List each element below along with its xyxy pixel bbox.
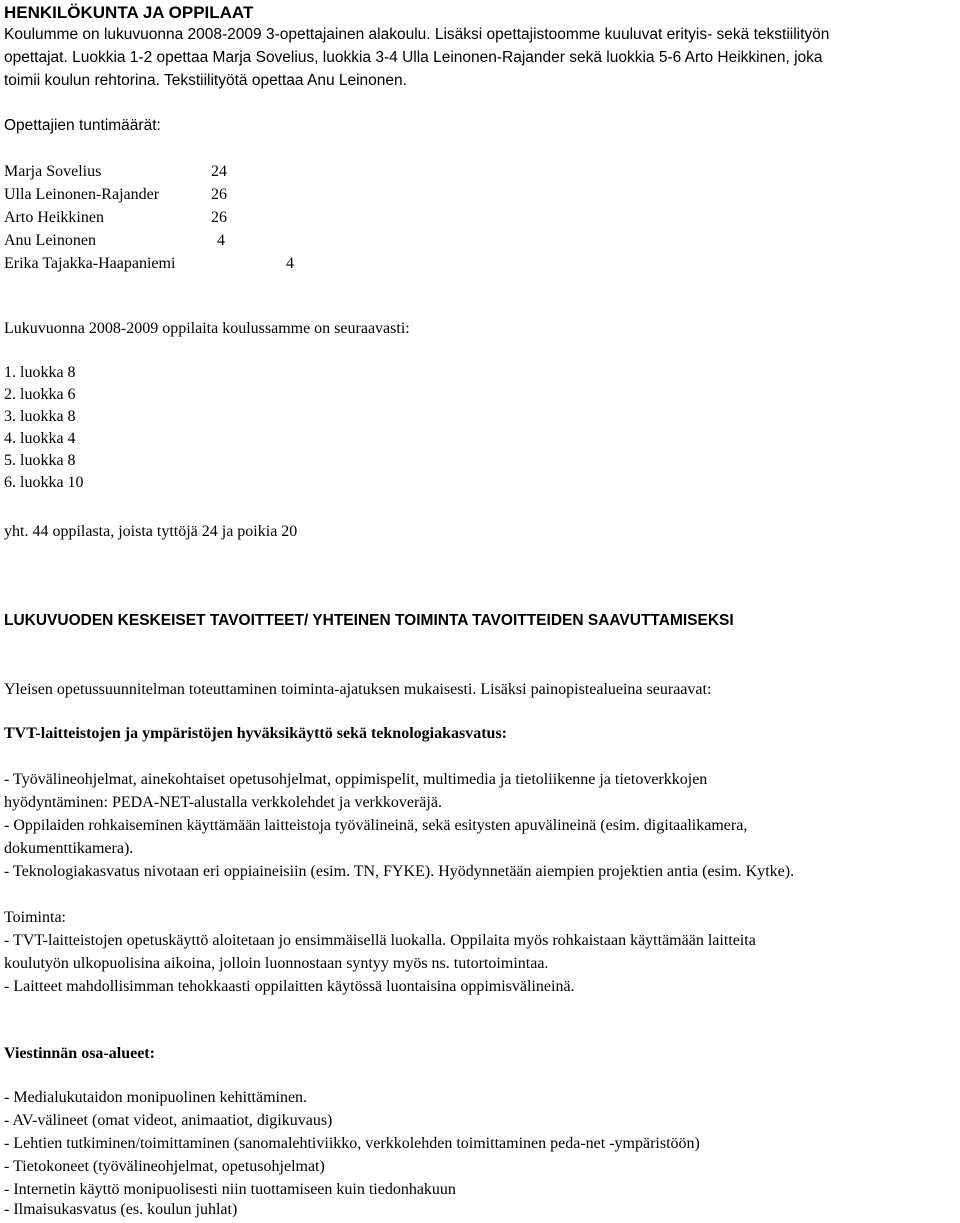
list-item: 4. luokka 4 xyxy=(4,430,76,447)
list-item: - Laitteet mahdollisimman tehokkaasti oppilaitten käytössä luontaisina oppimisvälineinä. xyxy=(4,978,575,995)
toiminta-heading: Toiminta: xyxy=(4,909,66,926)
tvt-heading: TVT-laitteistojen ja ympäristöjen hyväksikäyttö sekä teknologiakasvatus: xyxy=(4,725,507,742)
list-item: 2. luokka 6 xyxy=(4,386,76,403)
page-title: HENKILÖKUNTA JA OPPILAAT xyxy=(4,3,254,22)
intro-line: toimii koulun rehtorina. Tekstiilityötä opettaa Anu Leinonen. xyxy=(4,72,407,89)
teacher-name: Anu Leinonen xyxy=(4,232,96,249)
teacher-name: Marja Sovelius xyxy=(4,163,102,180)
list-item: - Oppilaiden rohkaiseminen käyttämään laitteistoja työvälineinä, sekä esitysten apuvälineinä (esim. digitaalikamera, xyxy=(4,817,748,834)
list-item: 6. luokka 10 xyxy=(4,474,84,491)
intro-line: opettajat. Luokkia 1-2 opettaa Marja Sovelius, luokkia 3-4 Ulla Leinonen-Rajander sekä luokkia 5-6 Arto Heikkinen, joka xyxy=(4,49,823,66)
list-item: - Lehtien tutkiminen/toimittaminen (sanomalehtiviikko, verkkolehden toimittaminen peda-net -ympäristöön) xyxy=(4,1135,700,1152)
communication-heading: Viestinnän osa-alueet: xyxy=(4,1045,155,1062)
list-item: - Ilmaisukasvatus (es. koulun juhlat) xyxy=(4,1201,238,1218)
list-item: - AV-välineet (omat videot, animaatiot, digikuvaus) xyxy=(4,1112,333,1129)
teacher-hours: 26 xyxy=(211,209,227,226)
list-item: - Internetin käyttö monipuolisesti niin tuottamiseen kuin tiedonhakuun xyxy=(4,1181,456,1198)
list-item: - TVT-laitteistojen opetuskäyttö aloitetaan jo ensimmäisellä luokalla. Oppilaita myös rohkaistaan käyttämään laitteita xyxy=(4,932,756,949)
list-item: 5. luokka 8 xyxy=(4,452,76,469)
pupils-total: yht. 44 oppilasta, joista tyttöjä 24 ja poikia 20 xyxy=(4,523,298,540)
teacher-name: Erika Tajakka-Haapaniemi xyxy=(4,255,176,272)
goals-intro: Yleisen opetussuunnitelman toteuttaminen toiminta-ajatuksen mukaisesti. Lisäksi painopistealueina seuraavat: xyxy=(4,681,712,698)
pupils-heading: Lukuvuonna 2008-2009 oppilaita koulussamme on seuraavasti: xyxy=(4,320,410,337)
teacher-hours: 24 xyxy=(211,163,227,180)
list-item: dokumenttikamera). xyxy=(4,840,134,857)
list-item: - Teknologiakasvatus nivotaan eri oppiaineisiin (esim. TN, FYKE). Hyödynnetään aiempien projektien antia (esim. Kytke). xyxy=(4,863,795,880)
list-item: koulutyön ulkopuolisina aikoina, jolloin luonnostaan syntyy myös ns. tutortoimintaa. xyxy=(4,955,549,972)
teachers-heading: Opettajien tuntimäärät: xyxy=(4,117,161,134)
list-item: hyödyntäminen: PEDA-NET-alustalla verkkolehdet ja verkkoveräjä. xyxy=(4,794,442,811)
intro-line: Koulumme on lukuvuonna 2008-2009 3-opettajainen alakoulu. Lisäksi opettajistoomme kuuluvat erityis- sekä tekstiilityön xyxy=(4,26,830,43)
teacher-hours: 4 xyxy=(217,232,225,249)
list-item: 3. luokka 8 xyxy=(4,408,76,425)
list-item: - Työvälineohjelmat, ainekohtaiset opetusohjelmat, oppimispelit, multimedia ja tietoliikenne ja tietoverkkojen xyxy=(4,771,708,788)
goals-heading: LUKUVUODEN KESKEISET TAVOITTEET/ YHTEINEN TOIMINTA TAVOITTEIDEN SAAVUTTAMISEKSI xyxy=(4,612,734,629)
teacher-name: Ulla Leinonen-Rajander xyxy=(4,186,160,203)
list-item: - Tietokoneet (työvälineohjelmat, opetusohjelmat) xyxy=(4,1158,325,1175)
list-item: - Medialukutaidon monipuolinen kehittäminen. xyxy=(4,1089,308,1106)
teacher-hours: 26 xyxy=(211,186,227,203)
list-item: 1. luokka 8 xyxy=(4,364,76,381)
teacher-name: Arto Heikkinen xyxy=(4,209,104,226)
teacher-hours: 4 xyxy=(286,255,294,272)
